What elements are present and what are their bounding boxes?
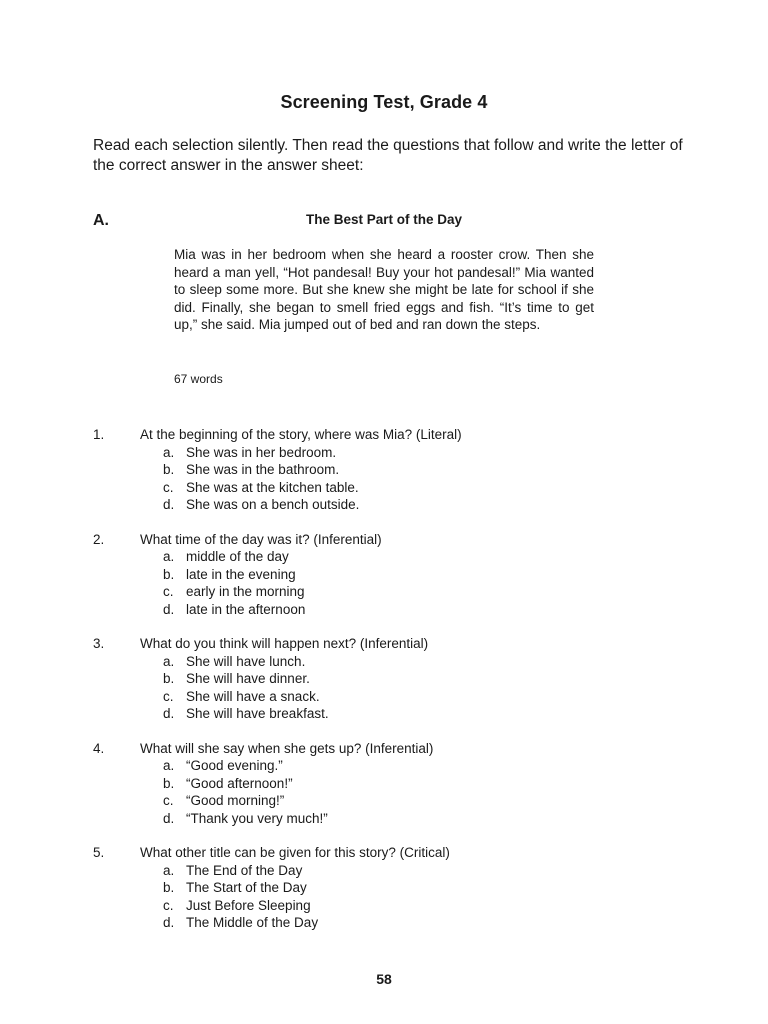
option-text: “Good afternoon!”	[186, 775, 293, 791]
option-text: She was in the bathroom.	[186, 462, 340, 477]
option-text: She will have lunch.	[186, 653, 306, 669]
option-text: She was on a bench outside.	[186, 497, 360, 512]
option-letter: b.	[163, 566, 175, 582]
question-text: What will she say when she gets up? (Inferential)	[140, 740, 434, 756]
reading-passage: Mia was in her bedroom when she heard a rooster crow. Then she heard a man yell, “Hot pandesal! Buy your hot pandesal!” Mia wanted to sleep some more. But she knew she might be late for school if she did. Finally, she began to smell fried eggs and fish. “It’s time to get up,” she said. Mia jumped out of bed and ran down the steps.	[174, 247, 594, 333]
option-letter: d.	[163, 810, 175, 826]
option-letter: d.	[163, 601, 175, 617]
section-letter: A.	[93, 212, 109, 229]
question-text: What other title can be given for this story? (Critical)	[140, 845, 450, 860]
page-title: Screening Test, Grade 4	[280, 92, 488, 112]
option-letter: a.	[163, 758, 175, 773]
option-text: middle of the day	[186, 549, 289, 564]
option-text: Just Before Sleeping	[186, 897, 311, 913]
option-text: The Start of the Day	[186, 880, 307, 895]
option-letter: c.	[163, 897, 174, 913]
question-number: 1.	[93, 427, 105, 442]
option-letter: d.	[163, 915, 175, 930]
option-letter: a.	[163, 444, 175, 460]
option-letter: c.	[163, 584, 174, 599]
option-text: “Good morning!”	[186, 793, 285, 808]
page-number: 58	[376, 971, 392, 987]
option-text: late in the evening	[186, 566, 296, 582]
option-letter: a.	[163, 653, 175, 669]
question-text: What do you think will happen next? (Inferential)	[140, 636, 429, 651]
story-title: The Best Part of the Day	[305, 212, 463, 227]
word-count: 67 words	[174, 372, 223, 386]
option-text: The End of the Day	[186, 862, 303, 878]
question-number: 5.	[93, 845, 105, 860]
option-text: late in the afternoon	[186, 601, 306, 617]
option-letter: b.	[163, 462, 175, 477]
option-text: She was in her bedroom.	[186, 444, 337, 460]
question-text: What time of the day was it? (Inferential)	[140, 531, 382, 547]
instructions: Read each selection silently. Then read the questions that follow and write the letter of the correct answer in the answer sheet:	[93, 137, 683, 174]
option-letter: b.	[163, 775, 175, 791]
option-text: She was at the kitchen table.	[186, 479, 359, 495]
option-letter: d.	[163, 497, 175, 512]
option-text: The Middle of the Day	[186, 915, 319, 930]
option-text: “Good evening.”	[186, 758, 283, 773]
option-text: She will have breakfast.	[186, 706, 329, 721]
option-letter: b.	[163, 880, 175, 895]
option-letter: a.	[163, 549, 175, 564]
option-letter: c.	[163, 793, 174, 808]
option-text: “Thank you very much!”	[186, 810, 328, 826]
option-text: She will have a snack.	[186, 688, 320, 704]
option-letter: b.	[163, 671, 175, 686]
option-letter: c.	[163, 479, 174, 495]
question-number: 3.	[93, 636, 105, 651]
option-letter: a.	[163, 862, 175, 878]
question-text: At the beginning of the story, where was Mia? (Literal)	[140, 427, 462, 442]
option-text: She will have dinner.	[186, 671, 310, 686]
question-number: 4.	[93, 740, 105, 756]
option-letter: c.	[163, 688, 174, 704]
question-number: 2.	[93, 531, 105, 547]
option-text: early in the morning	[186, 584, 305, 599]
option-letter: d.	[163, 706, 175, 721]
